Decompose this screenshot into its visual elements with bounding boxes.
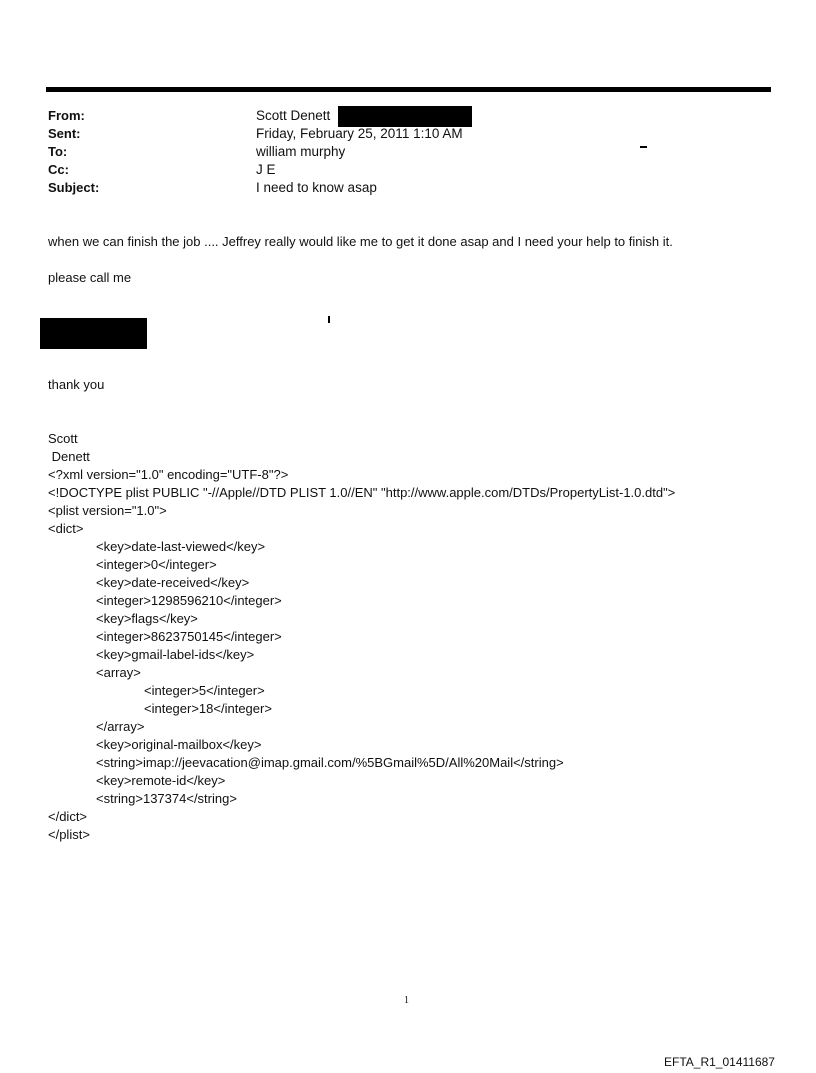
xml-line: <string>imap://jeevacation@imap.gmail.com/%5BGmail%5D/All%20Mail</string> [96,755,564,770]
xml-line: <?xml version="1.0" encoding="UTF-8"?> [48,467,289,482]
redaction-box [338,106,472,127]
stray-mark [640,146,647,148]
cc-value: J E [256,162,276,177]
xml-line: <dict> [48,521,84,536]
redaction-box [40,318,147,349]
xml-line: <integer>18</integer> [144,701,272,716]
xml-line: <string>137374</string> [96,791,237,806]
subject-label: Subject: [48,180,100,195]
document-id: EFTA_R1_01411687 [664,1055,775,1069]
xml-line: <key>flags</key> [96,611,198,626]
to-label: To: [48,144,68,159]
xml-line: <plist version="1.0"> [48,503,167,518]
xml-line: <array> [96,665,141,680]
xml-line: <!DOCTYPE plist PUBLIC "-//Apple//DTD PLIST 1.0//EN" "http://www.apple.com/DTDs/PropertyList-1.0.dtd"> [48,485,676,500]
body-line-3: thank you [48,377,105,392]
xml-line: </dict> [48,809,88,824]
signature-line-2: Denett [48,449,90,464]
from-label: From: [48,108,85,123]
xml-line: </plist> [48,827,90,842]
body-line-2: please call me [48,270,132,285]
page-number: 1 [404,995,409,1006]
signature-line-1: Scott [48,431,78,446]
cc-label: Cc: [48,162,69,177]
xml-line: <integer>0</integer> [96,557,217,572]
xml-line: </array> [96,719,145,734]
stray-mark [328,316,330,323]
xml-line: <key>remote-id</key> [96,773,226,788]
from-value: Scott Denett [256,108,331,123]
xml-line: <key>date-received</key> [96,575,250,590]
xml-line: <integer>8623750145</integer> [96,629,282,644]
xml-line: <key>original-mailbox</key> [96,737,262,752]
to-value: william murphy [256,144,346,159]
body-line-1: when we can finish the job .... Jeffrey really would like me to get it done asap and I need your help to finish it. [48,234,673,249]
xml-line: <key>gmail-label-ids</key> [96,647,255,662]
xml-line: <integer>5</integer> [144,683,265,698]
sent-label: Sent: [48,126,81,141]
sent-value: Friday, February 25, 2011 1:10 AM [256,126,463,141]
xml-line: <key>date-last-viewed</key> [96,539,266,554]
xml-line: <integer>1298596210</integer> [96,593,282,608]
subject-value: I need to know asap [256,180,377,195]
header-rule [46,87,771,92]
